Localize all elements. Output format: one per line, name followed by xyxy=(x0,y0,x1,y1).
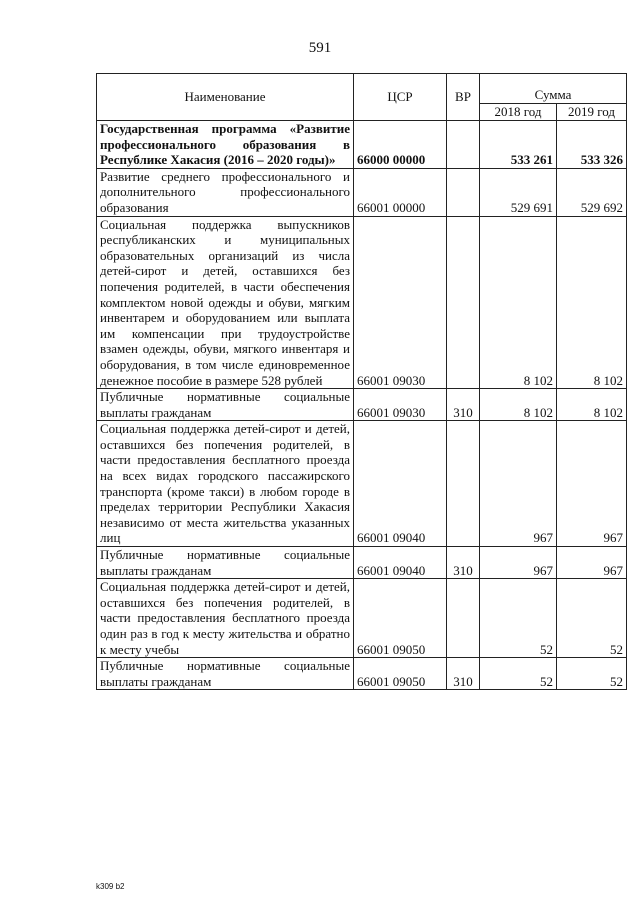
row-vr: 310 xyxy=(447,658,480,690)
footer-code: k309 b2 xyxy=(96,882,125,891)
row-amount-2019: 52 xyxy=(557,579,627,658)
row-vr xyxy=(447,216,480,389)
row-amount-2019: 533 326 xyxy=(557,121,627,169)
header-name: Наименование xyxy=(97,74,354,121)
row-csr: 66001 09050 xyxy=(354,658,447,690)
header-vr: ВР xyxy=(447,74,480,121)
row-amount-2018: 8 102 xyxy=(480,216,557,389)
header-sum: Сумма xyxy=(480,74,627,104)
table-header xyxy=(97,74,627,121)
row-name: Публичные нормативные социальные выплаты гражданам xyxy=(97,658,354,690)
header-csr: ЦСР xyxy=(354,74,447,121)
row-name: Социальная поддержка детей-сирот и детей, оставшихся без попечения родителей, в части предоставления бесплатного проезда на всех видах городского пассажирского транспорта (кроме такси) в любом городе в пределах территории Республики Хакасия независимо от места жительства указанных лиц xyxy=(97,421,354,547)
row-amount-2018: 533 261 xyxy=(480,121,557,169)
table-row xyxy=(97,121,627,169)
row-vr: 310 xyxy=(447,547,480,579)
row-amount-2019: 967 xyxy=(557,421,627,547)
row-name: Развитие среднего профессионального и дополнительного профессионального образования xyxy=(97,168,354,216)
row-name: Социальная поддержка выпускников республиканских и муниципальных образовательных организаций из числа детей-сирот и детей, оставшихся без попечения родителей, в части обеспечения комплектом новой одежды и обуви, мягким инвентарем и оборудованием или выплата им компенсации при трудоустройстве взамен одежды, обуви, мягкого инвентаря и оборудования, в том числе единовременное денежное пособие в размере 528 рублей xyxy=(97,216,354,389)
budget-table xyxy=(96,73,627,690)
row-amount-2019: 967 xyxy=(557,547,627,579)
row-amount-2019: 8 102 xyxy=(557,216,627,389)
row-amount-2018: 529 691 xyxy=(480,168,557,216)
row-csr: 66001 09030 xyxy=(354,216,447,389)
header-year-2018: 2018 год xyxy=(480,104,557,121)
table-row xyxy=(97,216,627,389)
row-vr xyxy=(447,579,480,658)
row-amount-2018: 52 xyxy=(480,579,557,658)
page-number: 591 xyxy=(308,40,332,56)
row-amount-2019: 529 692 xyxy=(557,168,627,216)
row-amount-2019: 52 xyxy=(557,658,627,690)
row-vr xyxy=(447,421,480,547)
row-name: Государственная программа «Развитие профессионального образования в Республике Хакасия (2016 – 2020 годы)» xyxy=(97,121,354,169)
table-row xyxy=(97,658,627,690)
row-amount-2019: 8 102 xyxy=(557,389,627,421)
row-csr: 66001 09050 xyxy=(354,579,447,658)
row-csr: 66001 09030 xyxy=(354,389,447,421)
table-body xyxy=(97,121,627,690)
table-row xyxy=(97,389,627,421)
row-amount-2018: 52 xyxy=(480,658,557,690)
row-csr: 66001 09040 xyxy=(354,547,447,579)
row-name: Публичные нормативные социальные выплаты гражданам xyxy=(97,547,354,579)
row-amount-2018: 8 102 xyxy=(480,389,557,421)
table-row xyxy=(97,579,627,658)
row-name: Публичные нормативные социальные выплаты гражданам xyxy=(97,389,354,421)
table-row xyxy=(97,421,627,547)
table-row xyxy=(97,168,627,216)
row-vr xyxy=(447,168,480,216)
row-amount-2018: 967 xyxy=(480,421,557,547)
table-row xyxy=(97,547,627,579)
row-csr: 66001 00000 xyxy=(354,168,447,216)
row-vr xyxy=(447,121,480,169)
row-vr: 310 xyxy=(447,389,480,421)
row-csr: 66000 00000 xyxy=(354,121,447,169)
row-amount-2018: 967 xyxy=(480,547,557,579)
row-name: Социальная поддержка детей-сирот и детей, оставшихся без попечения родителей, в части предоставления бесплатного проезда один раз в год к месту жительства и обратно к месту учебы xyxy=(97,579,354,658)
header-year-2019: 2019 год xyxy=(557,104,627,121)
row-csr: 66001 09040 xyxy=(354,421,447,547)
